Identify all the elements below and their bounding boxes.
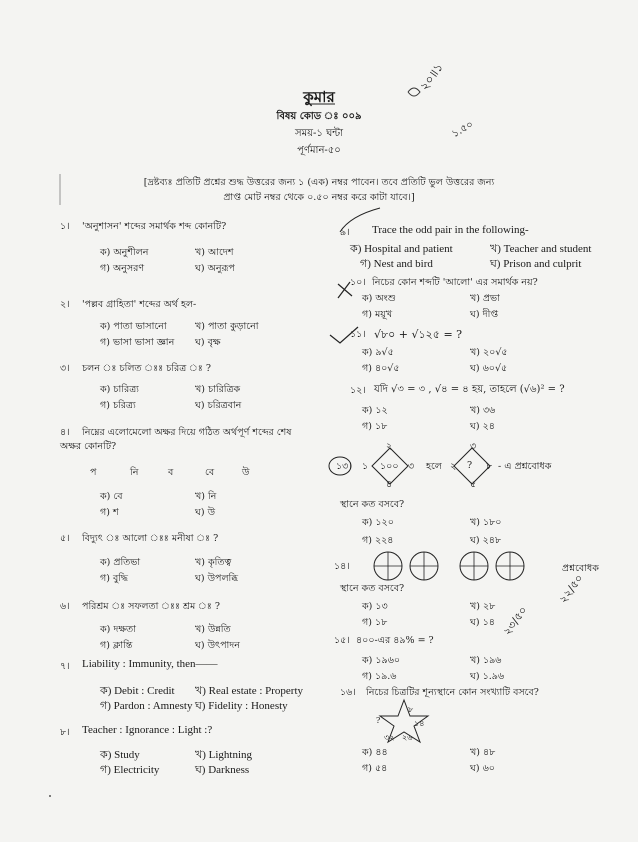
q11-tick-mark — [330, 327, 358, 343]
q14-option-c[interactable]: গ) ১৮ — [362, 617, 388, 628]
q4-letter: প — [90, 467, 97, 478]
q4-text-line2: অক্ষর কোনটি? — [60, 441, 117, 452]
q14-text2: স্থানে কত বসবে? — [340, 583, 405, 594]
instruction-line-2: প্রাপ্ত মোট নম্বর থেকে ০.৫০ নম্বর করে কাটা যাবে।] — [223, 192, 415, 203]
q13-option-d[interactable]: ঘ) ২৪৮ — [470, 535, 502, 546]
q12-option-a[interactable]: ক) ১২ — [362, 405, 388, 416]
q16-option-b[interactable]: খ) ৪৮ — [470, 747, 496, 758]
q11-option-a[interactable]: ক) ৯√৫ — [362, 347, 394, 358]
q6-option-a[interactable]: ক) দক্ষতা — [100, 624, 136, 635]
q14-option-d[interactable]: ঘ) ১৪ — [470, 617, 495, 628]
q10-option-b[interactable]: খ) প্রভা — [470, 293, 500, 304]
q16-option-c[interactable]: গ) ৫৪ — [362, 763, 388, 774]
instruction-line-1: [দ্রষ্টব্যঃ প্রতিটি প্রশ্নের শুদ্ধ উত্তরের জন্য ১ (এক) নম্বর পাবেন। তবে প্রতিটি ভুল উত্তরের জন্য — [143, 177, 495, 188]
q12-option-c[interactable]: গ) ১৮ — [362, 421, 388, 432]
q13-bottom-2: ৫ — [470, 479, 477, 490]
q11-option-c[interactable]: গ) ৪০√৫ — [362, 363, 400, 374]
q1-option-d[interactable]: ঘ) অনুরূপ — [195, 263, 235, 274]
q2-option-a[interactable]: ক) পাতা ভাসানো — [100, 321, 167, 332]
q13-mid: হলে — [426, 461, 442, 472]
q13-top-2: ৩ — [470, 441, 477, 452]
q13-tail: - এ প্রশ্নবোধক — [498, 461, 552, 472]
q16-star-value: ৮ — [408, 705, 414, 714]
q14-tail: প্রশ্নবোধক — [562, 563, 599, 574]
exam-time: সময়-১ ঘন্টা — [294, 128, 344, 139]
q13-bottom-1: ৪ — [386, 479, 393, 490]
q2-option-c[interactable]: গ) ভাসা ভাসা জ্ঞান — [100, 337, 175, 348]
q13-text2: স্থানে কত বসবে? — [340, 499, 405, 510]
q7-number: ৭। — [60, 661, 70, 672]
q1-text: 'অনুশাসন' শব্দের সমার্থক শব্দ কোনটি? — [82, 221, 227, 232]
q13-number: ১৩। — [336, 461, 352, 472]
q6-option-d[interactable]: ঘ) উৎপাদন — [195, 640, 240, 651]
q10-text: নিচের কোন শব্দটি 'আলো' এর সমার্থক নয়? — [372, 277, 538, 288]
q3-option-a[interactable]: ক) চারিত্র্য — [100, 384, 139, 395]
q4-option-b[interactable]: খ) নি — [195, 491, 217, 502]
q11-number: ১১। — [350, 329, 366, 340]
q1-number: ১। — [60, 221, 70, 232]
q12-text: যদি √৩ = ৩ , √৪ = ৪ হয়, তাহলে (√৬)² = ? — [374, 384, 565, 395]
q16-option-d[interactable]: ঘ) ৬০ — [470, 763, 495, 774]
q4-option-d[interactable]: ঘ) উ — [195, 507, 215, 518]
q8-option-a[interactable]: ক) Study — [100, 749, 140, 761]
q4-option-a[interactable]: ক) বে — [100, 491, 123, 502]
q11-option-d[interactable]: ঘ) ৬০√৫ — [470, 363, 508, 374]
q13-left-1: ১ — [362, 461, 369, 472]
q16-star-figure — [380, 700, 428, 742]
q5-text: বিদ্যুৎ ঃ আলো ঃঃ মনীষা ঃ ? — [82, 533, 219, 544]
q13-option-b[interactable]: খ) ১৮০ — [470, 517, 502, 528]
q3-option-c[interactable]: গ) চরিত্র্য — [100, 400, 136, 411]
q1-option-a[interactable]: ক) অনুশীলন — [100, 247, 149, 258]
q15-option-b[interactable]: খ) ১৯৬ — [470, 655, 502, 666]
q13-option-c[interactable]: গ) ২২৪ — [362, 535, 394, 546]
q16-star-value: ৩২ — [384, 733, 395, 742]
q6-number: ৬। — [60, 601, 70, 612]
q9-number: ৯। — [340, 227, 350, 238]
handwritten-mark: ২৩/৫০ — [500, 603, 530, 638]
q15-option-d[interactable]: ঘ) ১.৯৬ — [470, 671, 505, 682]
q9-text: Trace the odd pair in the following- — [372, 224, 529, 236]
q13-diamond-1 — [372, 448, 408, 484]
q4-letter: ব — [168, 467, 174, 478]
q3-number: ৩। — [60, 363, 70, 374]
q7-option-c[interactable]: গ) Pardon : Amnesty — [100, 700, 193, 712]
q5-number: ৫। — [60, 533, 70, 544]
subject-code: বিষয় কোড ঃ ০০৯ — [276, 111, 362, 122]
q7-text: Liability : Immunity, then—— — [82, 658, 218, 670]
q9-option-b[interactable]: খ) Teacher and student — [490, 243, 592, 255]
q10-option-d[interactable]: ঘ) দীপ্ত — [470, 309, 499, 320]
q1-option-c[interactable]: গ) অনুসরণ — [100, 263, 145, 274]
q10-option-c[interactable]: গ) ময়ূখ — [362, 309, 393, 320]
q13-center-1: ১০০ — [380, 461, 399, 472]
q13-right-1: ৩ — [408, 461, 415, 472]
q13-left-2: ২ — [450, 461, 457, 472]
q9-option-a[interactable]: ক) Hospital and patient — [350, 243, 453, 255]
q14-number: ১৪। — [334, 561, 350, 572]
q4-text-line1: নিম্নের এলোমেলো অক্ষর দিয়ে গঠিত অর্থপূর্ণ শব্দের শেষ — [82, 427, 292, 438]
q15-text: ৪০০-এর ৪৯% = ? — [356, 635, 434, 646]
q16-star-question: ? — [376, 716, 381, 725]
q13-top-1: ২ — [386, 441, 393, 452]
q2-option-d[interactable]: ঘ) বৃক্ষ — [195, 337, 221, 348]
q13-diamond-2 — [454, 448, 493, 484]
pen-mark — [408, 88, 420, 96]
q16-number: ১৬। — [340, 687, 356, 698]
q16-option-a[interactable]: ক) ৪৪ — [362, 747, 388, 758]
q6-option-b[interactable]: খ) উন্নতি — [195, 624, 231, 635]
q13-option-a[interactable]: ক) ১২০ — [362, 517, 394, 528]
q3-option-d[interactable]: ঘ) চরিত্রবান — [195, 400, 242, 411]
q8-text: Teacher : Ignorance : Light :? — [82, 724, 213, 736]
q15-option-c[interactable]: গ) ১৯.৬ — [362, 671, 397, 682]
q4-number: ৪। — [60, 427, 70, 438]
q2-option-b[interactable]: খ) পাতা কুড়ানো — [195, 321, 259, 332]
q1-option-b[interactable]: খ) আদেশ — [195, 247, 234, 258]
q10-cross-mark — [338, 282, 352, 298]
q13-circle — [329, 457, 351, 475]
q11-option-b[interactable]: খ) ২০√৫ — [470, 347, 508, 358]
q5-option-d[interactable]: ঘ) উপলব্ধি — [195, 573, 239, 584]
q11-text: √৮০ + √১২৫ = ? — [374, 328, 463, 341]
q8-option-b[interactable]: খ) Lightning — [195, 749, 253, 761]
q15-option-a[interactable]: ক) ১৯৬০ — [362, 655, 401, 666]
q9-option-c[interactable]: গ) Nest and bird — [360, 258, 433, 270]
q3-option-b[interactable]: খ) চারিত্রিক — [195, 384, 241, 395]
q8-option-c[interactable]: গ) Electricity — [100, 764, 160, 776]
q6-text: পরিশ্রম ঃ সফলতা ঃঃ শ্রম ঃ ? — [82, 601, 220, 612]
handwritten-score: ১.৫০ — [450, 119, 476, 141]
q4-option-c[interactable]: গ) শ — [100, 507, 119, 518]
q13-right-2: ৮ — [486, 461, 493, 472]
q4-letter: নি — [130, 467, 139, 478]
q12-option-d[interactable]: ঘ) ২৪ — [470, 421, 495, 432]
q16-star-value: ১৪ — [414, 719, 425, 728]
q8-number: ৮। — [60, 727, 70, 738]
q13-center-2: ? — [467, 460, 473, 471]
q9-tick-mark — [340, 208, 380, 232]
q14-option-a[interactable]: ক) ১৩ — [362, 601, 388, 612]
exam-title: কুমার — [303, 88, 335, 106]
q2-number: ২। — [60, 299, 70, 310]
q16-star-value: ২৬ — [402, 733, 413, 742]
q9-option-d[interactable]: ঘ) Prison and culprit — [490, 258, 582, 270]
q15-number: ১৫। — [334, 635, 350, 646]
q7-option-a[interactable]: ক) Debit : Credit — [100, 685, 175, 697]
q2-text: 'পল্লব গ্রাহিতা' শব্দের অর্থ হল- — [82, 299, 197, 310]
q14-option-b[interactable]: খ) ২৮ — [470, 601, 496, 612]
q10-number: ১০। — [350, 277, 366, 288]
q10-option-a[interactable]: ক) অংশু — [362, 293, 396, 304]
q5-option-b[interactable]: খ) কৃতিত্ব — [195, 557, 232, 568]
q5-option-a[interactable]: ক) প্রতিভা — [100, 557, 141, 568]
q8-option-d[interactable]: ঘ) Darkness — [195, 764, 250, 776]
handwritten-date: ২০॥১ — [417, 60, 446, 94]
q12-option-b[interactable]: খ) ৩৬ — [470, 405, 496, 416]
margin-dot — [49, 795, 51, 797]
q4-letter: বে — [205, 467, 215, 478]
handwritten-mark: ২২/৫০ — [556, 571, 586, 606]
q4-letter: উ — [242, 467, 250, 478]
q16-text: নিচের চিত্রটির শূন্যস্থানে কোন সংখ্যাটি বসবে? — [366, 687, 539, 698]
q7-option-b[interactable]: খ) Real estate : Property — [195, 685, 304, 697]
q5-option-c[interactable]: গ) বুদ্ধি — [100, 573, 128, 584]
q6-option-c[interactable]: গ) ক্লান্তি — [100, 640, 133, 651]
q3-text: চলন ঃ চলিত ঃঃ চরিত্র ঃ ? — [82, 363, 211, 374]
q12-number: ১২। — [350, 385, 366, 396]
full-marks: পূর্ণমান-৫০ — [297, 145, 341, 156]
q7-option-d[interactable]: ঘ) Fidelity : Honesty — [195, 700, 288, 712]
